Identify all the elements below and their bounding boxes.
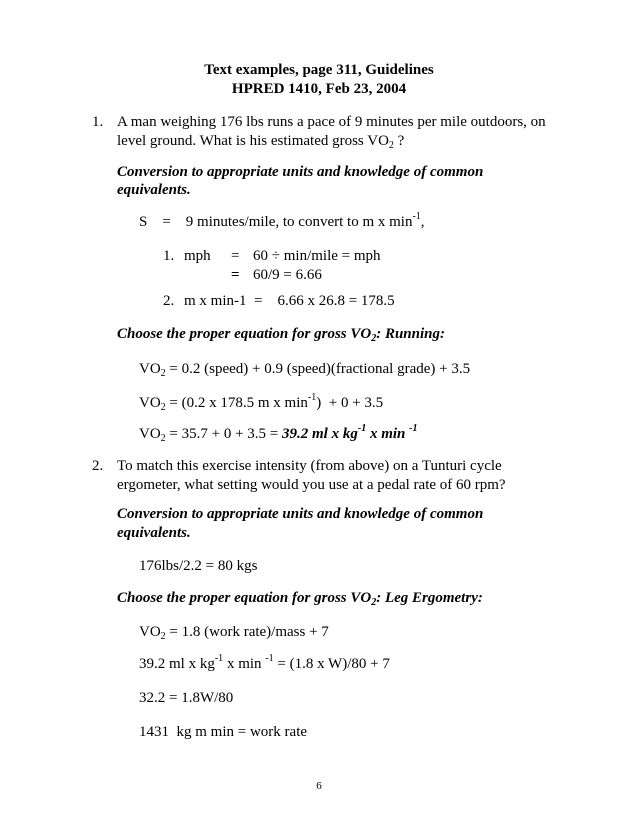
- q1-text-line-1: A man weighing 176 lbs runs a pace of 9 minutes per mile outdoors, on: [117, 114, 546, 130]
- q1-conversion-line-2: equivalents.: [117, 182, 191, 198]
- q1-step1-equals: =: [231, 248, 240, 264]
- page-number: 6: [316, 780, 322, 792]
- q2-equation-3: 32.2 = 1.8W/80: [139, 690, 234, 706]
- header-line-2: HPRED 1410, Feb 23, 2004: [231, 81, 407, 97]
- q2-conversion-line-2: equivalents.: [117, 525, 191, 541]
- q1-number: 1.: [92, 114, 104, 130]
- q2-text-line-2: ergometer, what setting would you use at a pedal rate of 60 rpm?: [117, 477, 506, 493]
- q1-step1b-expression: 60/9 = 6.66: [253, 267, 322, 283]
- q1-conversion-line-1: Conversion to appropriate units and knowledge of common: [117, 164, 484, 180]
- q1-step1-expression: 60 ÷ min/mile = mph: [253, 248, 381, 264]
- q1-step2-number: 2.: [163, 293, 175, 309]
- q1-equation-1: $VO_2 = 0.2$ (speed) + 0.9 (speed)(fractional grade) + 3.5: [139, 361, 471, 379]
- q2-equation-2: 39.2 ml x $kg^{-1}$ x min $^{-1}$ = (1.8 x W)/80 + 7: [139, 653, 390, 672]
- q2-equation-heading: Choose the proper equation for gross $VO_2$: Leg Ergometry:: [117, 590, 483, 608]
- q2-number: 2.: [92, 458, 104, 474]
- header-line-1: Text examples, page 311, Guidelines: [204, 62, 434, 78]
- q1-equation-2: $VO_2 = (0.2$ x 178.5 m x $\min^{-1}) + 0 + 3.5$: [139, 392, 384, 413]
- q2-text-line-1: To match this exercise intensity (from above) on a Tunturi cycle: [117, 458, 502, 474]
- q1-step1b-equals: =: [231, 267, 240, 283]
- q1-step1-number: 1.: [163, 248, 175, 264]
- q2-conversion-line-1: Conversion to appropriate units and knowledge of common: [117, 506, 484, 522]
- q1-text-line-2: level ground. What is his estimated gross $VO_2$ ?: [117, 133, 405, 151]
- q1-equation-3: $VO_2 = 35.7 + 0 + 3.5 = 39.2$ ml x $kg^{-1}$ x min $^{-1}$: [139, 423, 418, 444]
- q1-step2-expression: m x min-1 = 6.66 x 26.8 = 178.5: [184, 293, 395, 309]
- q2-equation-1: $VO_2 = 1.8$ (work rate)/mass + 7: [139, 624, 329, 642]
- q2-kgs-line: 176lbs/2.2 = 80 kgs: [139, 558, 258, 574]
- q1-equation-heading: Choose the proper equation for gross $VO_2$: Running:: [117, 326, 445, 344]
- q1-step1-label: mph: [184, 248, 211, 264]
- q2-equation-4: 1431 kg m min = work rate: [139, 724, 308, 740]
- q1-result: 39.2 ml x $kg^{-1}$ x min $^{-1}$: [282, 423, 418, 442]
- q1-speed-line: S = 9 minutes/mile, to convert to m x $\min^{-1}$,: [139, 211, 425, 230]
